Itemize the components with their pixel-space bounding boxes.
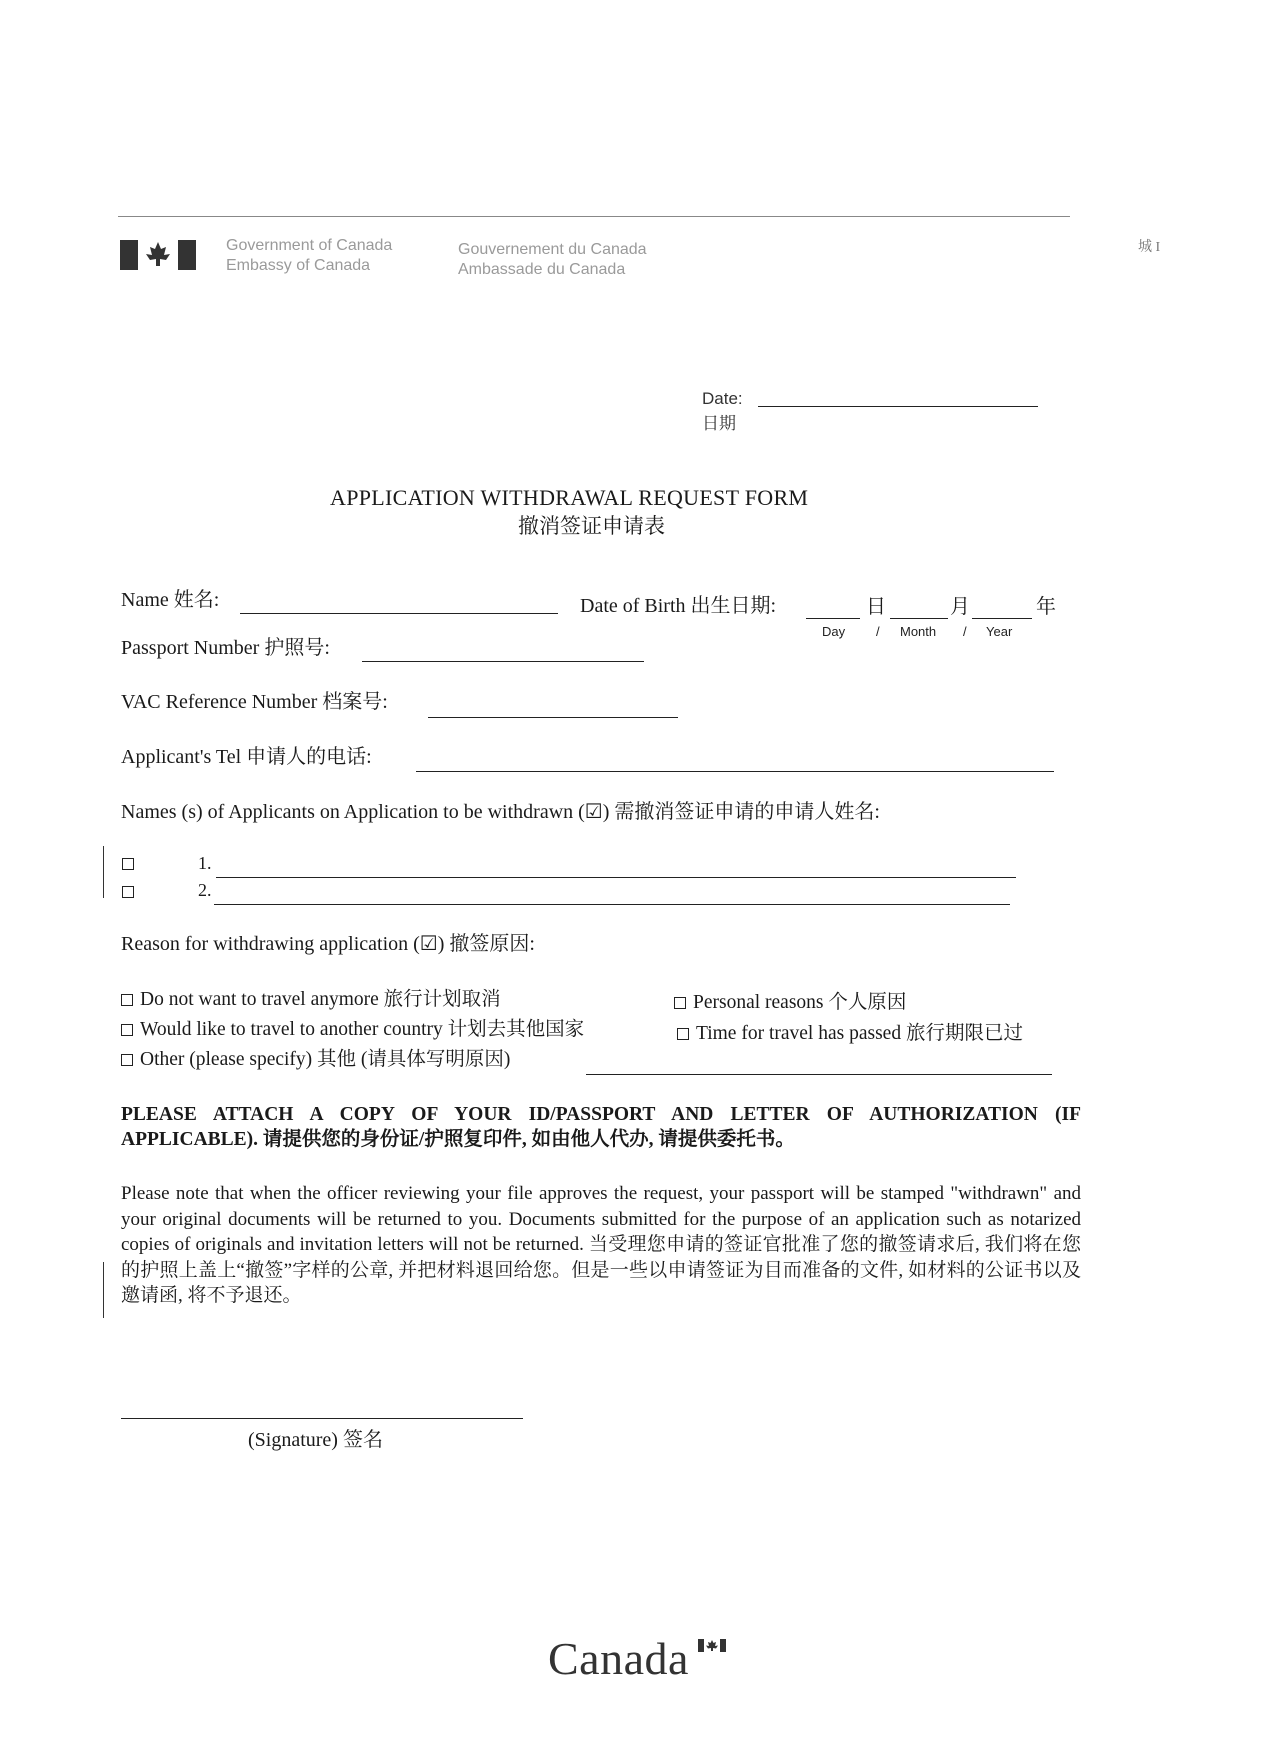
name-label: Name 姓名:	[121, 589, 220, 611]
reason-no-travel-checkbox[interactable]	[121, 994, 133, 1006]
date-label-en: Date:	[702, 389, 743, 408]
signature-label: (Signature) 签名	[248, 1429, 383, 1451]
applicants-heading: Names (s) of Applicants on Application to be withdrawn (☑) 需撤消签证申请的申请人姓名:	[121, 801, 880, 823]
reason-no-travel-label: Do not want to travel anymore 旅行计划取消	[140, 989, 501, 1010]
withdrawal-notice-body: Please note that when the officer reviewing your file approves the request, your passport will be stamped "withdrawn" and your original documents will be returned to you. Documents submitted for the purpose of an application such as notarized copies of originals and invitation letters will not be returned. 当受理您申请的签证官批准了您的撤签请求后, 我们将在您的护照上盖上“撤签”字样的公章, 并把材料退回给您。但是一些以申请签证为目而准备的文件, 如材料的公证书以及邀请函, 将不予退还。	[121, 1183, 1081, 1306]
reason-time-passed-label: Time for travel has passed 旅行期限已过	[696, 1023, 1023, 1044]
corner-mark: 城 I	[1138, 240, 1161, 255]
gov-en-line-1: Government of Canada	[226, 237, 393, 254]
vac-input-line[interactable]	[428, 717, 678, 718]
signature-line[interactable]	[121, 1418, 523, 1419]
date-label-zh: 日期	[702, 414, 736, 433]
applicant-2-line[interactable]	[214, 904, 1010, 905]
applicant-1-line[interactable]	[216, 877, 1016, 878]
canada-flag-logo	[120, 238, 196, 272]
dob-sub-day: Day	[822, 624, 846, 639]
reason-other-line[interactable]	[586, 1074, 1052, 1075]
passport-label: Passport Number 护照号:	[121, 637, 330, 659]
dob-sub-sep1: /	[876, 624, 880, 639]
canada-wordmark	[548, 1632, 689, 1685]
dob-day-line[interactable]	[806, 618, 860, 619]
reasons-heading: Reason for withdrawing application (☑) 撤签原因:	[121, 933, 535, 955]
form-title-en: APPLICATION WITHDRAWAL REQUEST FORM	[330, 485, 809, 510]
reason-time-passed-checkbox[interactable]	[677, 1028, 689, 1040]
reason-personal-label: Personal reasons 个人原因	[693, 992, 907, 1013]
dob-sub-month: Month	[900, 624, 937, 639]
date-input-line[interactable]	[758, 406, 1038, 407]
dob-sub-sep2: /	[963, 624, 967, 639]
applicant-1-number: 1.	[198, 853, 212, 873]
tel-input-line[interactable]	[416, 771, 1054, 772]
reason-personal-checkbox[interactable]	[674, 997, 686, 1009]
reason-other[interactable]	[121, 1048, 510, 1072]
reason-another-country-checkbox[interactable]	[121, 1024, 133, 1036]
reason-other-checkbox[interactable]	[121, 1054, 133, 1066]
passport-input-line[interactable]	[362, 661, 644, 662]
canada-wordmark-text: Canada	[548, 1633, 689, 1684]
applicants-margin-bar	[103, 846, 104, 898]
applicant-1-checkbox[interactable]	[122, 856, 134, 874]
gov-en-line-2: Embassy of Canada	[226, 257, 371, 274]
gov-fr-line-2: Ambassade du Canada	[458, 261, 626, 278]
dob-label: Date of Birth 出生日期:	[580, 595, 777, 617]
dob-month-char: 月	[950, 596, 970, 618]
dob-day-char: 日	[866, 596, 886, 618]
applicant-2-checkbox[interactable]	[122, 884, 134, 902]
applicant-2-number: 2.	[198, 880, 212, 900]
dob-year-line[interactable]	[972, 618, 1032, 619]
header-rule	[118, 216, 1070, 217]
reason-other-label: Other (please specify) 其他 (请具体写明原因)	[140, 1049, 511, 1070]
reason-another-country-label: Would like to travel to another country 计划去其他国家	[140, 1019, 585, 1040]
dob-sub-year: Year	[986, 624, 1013, 639]
vac-label: VAC Reference Number 档案号:	[121, 691, 388, 713]
reason-another-country[interactable]	[121, 1018, 584, 1042]
reason-personal[interactable]	[674, 991, 906, 1015]
notice-margin-bar	[103, 1262, 104, 1318]
tel-label: Applicant's Tel 申请人的电话:	[121, 746, 372, 768]
attach-notice: PLEASE ATTACH A COPY OF YOUR ID/PASSPORT AND LETTER OF AUTHORIZATION (IF APPLICABLE). 请提供您的身份证/护照复印件, 如由他人代办, 请提供委托书。	[121, 1104, 1081, 1150]
form-title-zh: 撤消签证申请表	[518, 514, 665, 538]
reason-time-passed[interactable]	[677, 1022, 1023, 1046]
name-input-line[interactable]	[240, 613, 558, 614]
dob-year-char: 年	[1036, 596, 1056, 618]
wordmark-flag-icon	[698, 1638, 726, 1654]
reason-no-travel[interactable]	[121, 988, 501, 1012]
gov-fr-line-1: Gouvernement du Canada	[458, 241, 647, 258]
dob-month-line[interactable]	[890, 618, 948, 619]
